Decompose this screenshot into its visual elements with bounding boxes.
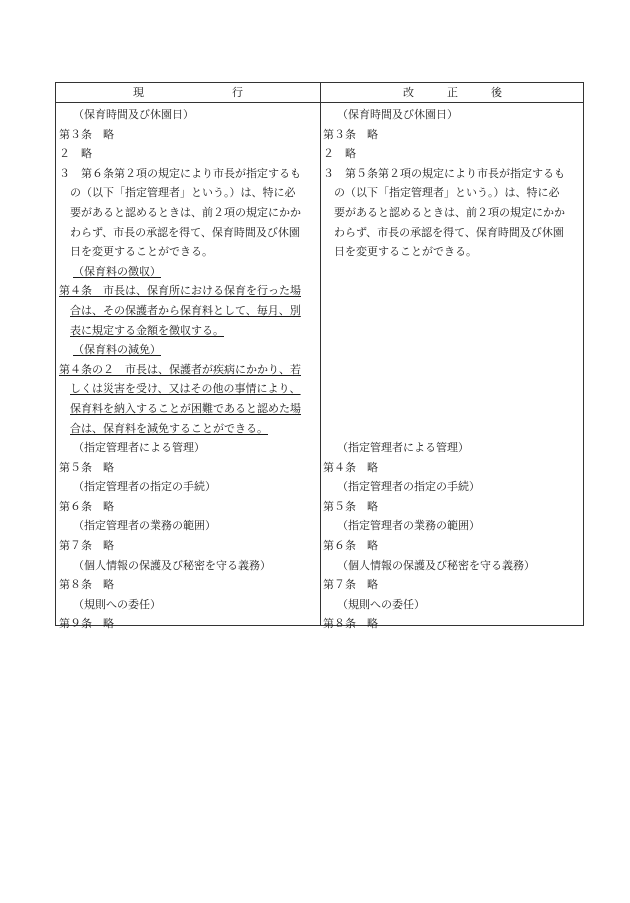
blank-line — [323, 340, 581, 360]
blank-line — [323, 262, 581, 282]
line-text: わらず、市長の承認を得て、保育時間及び休園 — [70, 225, 300, 239]
text-line — [59, 419, 317, 439]
article-caption — [59, 516, 317, 536]
line-text: 第４条の２ 市長は、保護者が疾病にかかり、若 — [59, 362, 301, 376]
article-caption — [59, 340, 317, 360]
line-text: 第５条 略 — [59, 460, 114, 474]
line-text: 第３条 略 — [323, 127, 378, 141]
line-text: 第６条 略 — [323, 539, 378, 553]
line-text: （指定管理者の業務の範囲） — [73, 519, 216, 533]
current-column — [59, 105, 317, 634]
line-text: 日を変更することができる。 — [70, 245, 213, 259]
line-text: 要があると認めるときは、前２項の規定にかか — [70, 205, 301, 219]
line-text: 第７条 略 — [59, 539, 114, 553]
text-line — [59, 281, 317, 301]
text-line — [323, 536, 581, 556]
article-caption — [59, 595, 317, 615]
line-text: （保育時間及び休園日） — [73, 108, 194, 121]
line-text: （保育料の徴収） — [73, 264, 161, 278]
article-caption — [323, 516, 581, 536]
text-line — [323, 203, 581, 223]
text-line — [59, 321, 317, 341]
line-text: 第８条 略 — [59, 578, 114, 592]
text-line — [323, 242, 581, 262]
line-text: （規則への委任） — [73, 597, 161, 611]
blank-line — [323, 321, 581, 341]
line-text: ２ 略 — [59, 147, 92, 161]
line-text: 日を変更することができる。 — [334, 245, 477, 259]
text-line — [323, 497, 581, 517]
text-line — [59, 164, 317, 184]
text-line — [59, 399, 317, 419]
article-caption — [323, 477, 581, 497]
blank-line — [323, 419, 581, 439]
text-line — [59, 458, 317, 478]
line-text: 第４条 市長は、保育所における保育を行った場 — [59, 284, 301, 298]
line-text: 第９条 略 — [59, 617, 114, 631]
line-text: （規則への委任） — [337, 597, 425, 611]
text-line — [323, 125, 581, 145]
text-line — [323, 164, 581, 184]
line-text: 第８条 略 — [323, 617, 378, 631]
text-line — [323, 183, 581, 203]
comparison-table — [55, 82, 584, 631]
text-line — [59, 125, 317, 145]
line-text: 保育料を納入することが困難であると認めた場 — [70, 401, 301, 415]
text-line — [323, 223, 581, 243]
article-caption — [59, 477, 317, 497]
text-line — [59, 497, 317, 517]
text-line — [59, 379, 317, 399]
text-line — [323, 614, 581, 634]
line-text: （指定管理者の指定の手続） — [73, 480, 216, 494]
text-line — [59, 223, 317, 243]
line-text: 第３条 略 — [59, 127, 114, 141]
line-text: 合は、保育料を減免することができる。 — [70, 421, 268, 435]
text-line — [323, 458, 581, 478]
header-current: 現 行 — [133, 86, 243, 99]
line-text: の（以下「指定管理者」という。）は、特に必 — [334, 186, 560, 200]
article-caption — [323, 105, 581, 125]
line-text: （指定管理者による管理） — [73, 441, 205, 455]
article-caption — [323, 556, 581, 576]
blank-line — [323, 399, 581, 419]
line-text: の（以下「指定管理者」という。）は、特に必 — [70, 186, 296, 200]
article-caption — [323, 595, 581, 615]
line-text: 第４条 略 — [323, 460, 378, 474]
text-line — [59, 536, 317, 556]
revised-column — [323, 105, 581, 634]
line-text: しくは災害を受け、又はその他の事情により、 — [70, 382, 301, 396]
blank-line — [323, 379, 581, 399]
line-text: （保育時間及び休園日） — [337, 108, 458, 121]
line-text: （指定管理者の指定の手続） — [337, 480, 480, 494]
article-caption — [323, 438, 581, 458]
column-divider — [320, 83, 321, 625]
line-text: 第６条 略 — [59, 499, 114, 513]
text-line — [59, 242, 317, 262]
text-line — [323, 144, 581, 164]
line-text: 要があると認めるときは、前２項の規定にかか — [334, 205, 565, 219]
blank-line — [323, 301, 581, 321]
line-text: （個人情報の保護及び秘密を守る義務） — [337, 558, 535, 572]
text-line — [59, 360, 317, 380]
line-text: わらず、市長の承認を得て、保育時間及び休園 — [334, 225, 564, 239]
article-caption — [59, 262, 317, 282]
line-text: ３ 第５条第２項の規定により市長が指定するも — [323, 166, 565, 180]
line-text: （保育料の減免） — [73, 343, 161, 357]
text-line — [59, 301, 317, 321]
article-caption — [59, 438, 317, 458]
text-line — [59, 575, 317, 595]
line-text: ２ 略 — [323, 147, 356, 161]
text-line — [59, 203, 317, 223]
blank-line — [323, 360, 581, 380]
line-text: （個人情報の保護及び秘密を守る義務） — [73, 558, 271, 572]
header-revised: 改 正 後 — [403, 86, 502, 99]
line-text: （指定管理者による管理） — [337, 441, 469, 455]
article-caption — [59, 105, 317, 125]
line-text: 合は、その保護者から保育料として、毎月、別 — [70, 303, 301, 317]
line-text: （指定管理者の業務の範囲） — [337, 519, 480, 533]
line-text: ３ 第６条第２項の規定により市長が指定するも — [59, 166, 301, 180]
text-line — [323, 575, 581, 595]
blank-line — [323, 281, 581, 301]
line-text: 第５条 略 — [323, 499, 378, 513]
text-line — [59, 144, 317, 164]
text-line — [59, 614, 317, 634]
text-line — [59, 183, 317, 203]
article-caption — [59, 556, 317, 576]
line-text: 表に規定する金額を徴収する。 — [70, 323, 224, 337]
line-text: 第７条 略 — [323, 578, 378, 592]
